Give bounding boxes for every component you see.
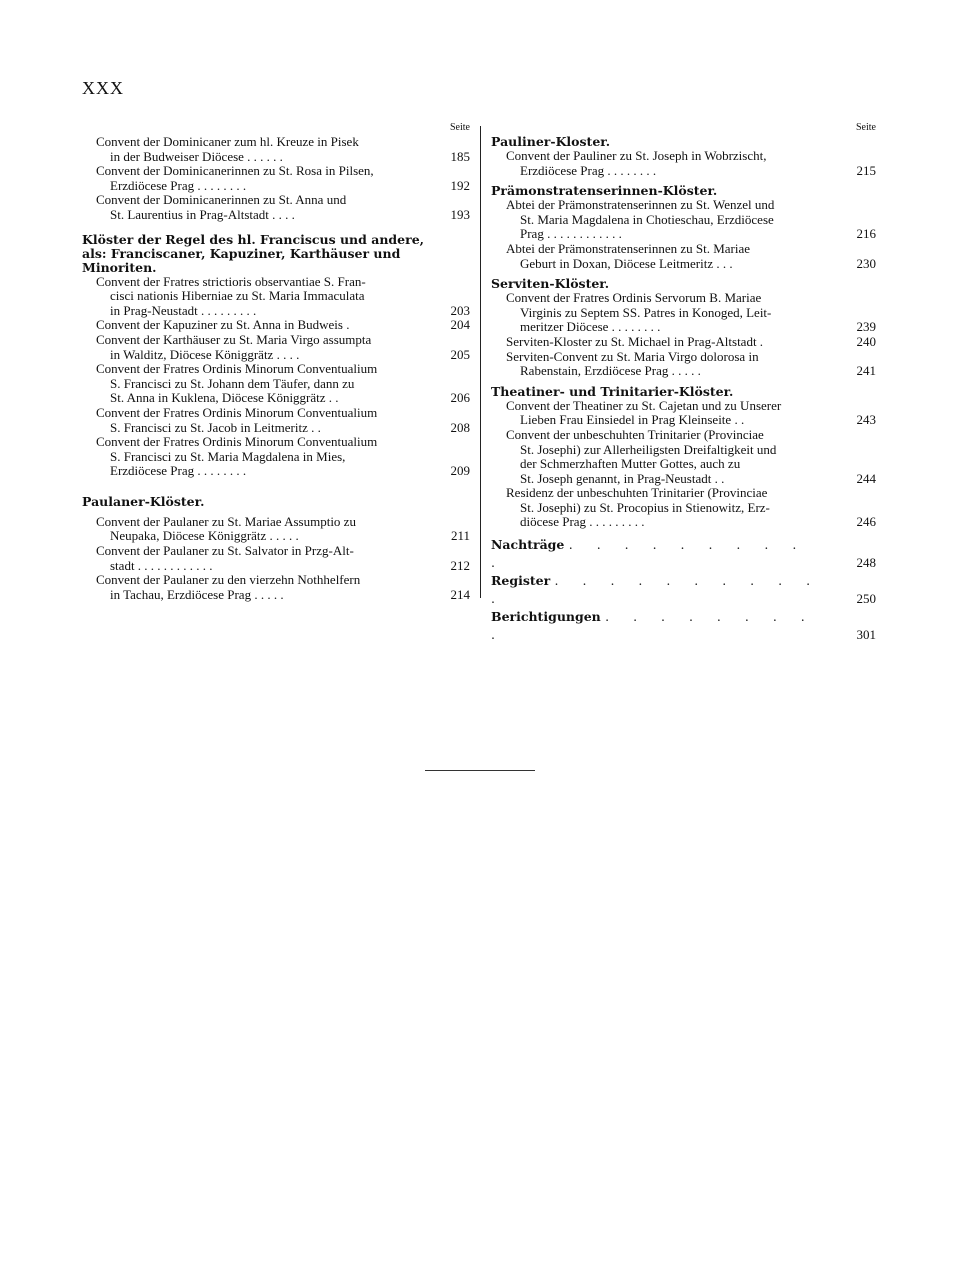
toc-entry-page: 241 bbox=[856, 363, 876, 379]
toc-entry-page: 250 bbox=[856, 591, 876, 607]
toc-entry-line: Convent der Dominicanerinnen zu St. Rosa in Pilsen, bbox=[96, 164, 374, 179]
toc-entry-page: 185 bbox=[450, 148, 470, 164]
toc-entry-line: Geburt in Doxan, Diöcese Leitmeritz . . . bbox=[520, 256, 733, 271]
toc-entry-page: 214 bbox=[450, 586, 470, 602]
toc-entry-line: Convent der Fratres Ordinis Servorum B. Mariae bbox=[506, 291, 762, 306]
toc-entry-line: Convent der Fratres Ordinis Minorum Conventualium bbox=[96, 435, 378, 450]
toc-entry bbox=[491, 242, 876, 271]
top-level-label: Register bbox=[491, 573, 551, 589]
toc-entry-page: 211 bbox=[450, 528, 470, 544]
toc-entry-line: Erzdiöcese Prag . . . . . . . . bbox=[520, 163, 657, 178]
toc-entry-line: meritzer Diöcese . . . . . . . . bbox=[520, 320, 661, 335]
toc-entry-page: 215 bbox=[856, 162, 876, 178]
section-title-line: Klöster der Regel des hl. Franciscus und andere, bbox=[82, 231, 424, 247]
toc-entry-line: Residenz der unbeschuhten Trinitarier (Provinciae bbox=[506, 486, 768, 501]
page-number: XXX bbox=[82, 78, 124, 98]
toc-entry bbox=[82, 164, 470, 193]
toc-entry-page: 212 bbox=[450, 557, 470, 573]
top-level-entry bbox=[491, 536, 876, 572]
toc-entry bbox=[82, 333, 470, 362]
toc-entry-line: Prag . . . . . . . . . . . . bbox=[520, 227, 622, 242]
toc-entry bbox=[491, 198, 876, 242]
toc-entry-line: in der Budweiser Diöcese . . . . . . bbox=[110, 149, 283, 164]
toc-entry-page: 203 bbox=[450, 302, 470, 318]
top-level-label: Nachträge bbox=[491, 537, 565, 553]
toc-entry-page: 204 bbox=[450, 317, 470, 333]
toc-entry-page: 208 bbox=[450, 419, 470, 435]
toc-entry bbox=[82, 275, 470, 319]
toc-entry bbox=[491, 335, 876, 350]
toc-entry-line: Serviten-Kloster zu St. Michael in Prag-Altstadt . bbox=[506, 334, 764, 349]
pauliner-entries bbox=[491, 149, 876, 178]
toc-entry bbox=[491, 428, 876, 486]
toc-entry bbox=[491, 399, 876, 428]
toc-entry bbox=[82, 435, 470, 479]
toc-entry-line: Convent der Fratres Ordinis Minorum Conventualium bbox=[96, 405, 378, 420]
toc-entry-line: St. Josephi) zur Allerheiligsten Dreifaltigkeit und bbox=[520, 442, 777, 457]
toc-entry-line: Convent der Dominicanerinnen zu St. Anna und bbox=[96, 193, 347, 208]
toc-entry-line: Erzdiöcese Prag . . . . . . . . bbox=[110, 178, 247, 193]
toc-entry-page: 246 bbox=[856, 514, 876, 530]
toc-entry-line: Convent der Pauliner zu St. Joseph in Wobrzischt, bbox=[506, 149, 767, 163]
toc-entry-line: St. Laurentius in Prag-Altstadt . . . . bbox=[110, 207, 295, 222]
toc-entry-page: 193 bbox=[450, 206, 470, 222]
toc-entry-page: 205 bbox=[450, 346, 470, 362]
toc-entry bbox=[82, 573, 470, 602]
section-title-franciscus bbox=[82, 233, 470, 275]
section-title-serviten: Serviten-Klöster. bbox=[491, 276, 610, 292]
toc-entry-page: 248 bbox=[856, 555, 876, 571]
section-title-paulaner: Paulaner-Klöster. bbox=[82, 493, 205, 509]
toc-entry-line: Convent der Fratres strictioris observantiae S. Fran- bbox=[96, 274, 366, 289]
toc-entry-line: Convent der Kapuziner zu St. Anna in Budweis . bbox=[96, 318, 350, 333]
section-title-theatiner: Theatiner- und Trinitarier-Klöster. bbox=[491, 383, 734, 399]
toc-entry-line: Convent der Dominicaner zum hl. Kreuze in Pisek bbox=[96, 135, 359, 149]
toc-entry-line: Convent der Fratres Ordinis Minorum Conventualium bbox=[96, 362, 378, 377]
toc-entry bbox=[491, 350, 876, 379]
toc-entry-line: St. Joseph genannt, in Prag-Neustadt . . bbox=[520, 471, 725, 486]
toc-entry-line: Rabenstain, Erzdiöcese Prag . . . . . bbox=[520, 364, 701, 379]
seite-header-right: Seite bbox=[856, 122, 876, 133]
top-level-label: Berichtigungen bbox=[491, 609, 601, 625]
seite-header-left: Seite bbox=[450, 122, 470, 133]
toc-entry-page: 243 bbox=[856, 412, 876, 428]
toc-entry-line: Convent der Paulaner zu den vierzehn Nothhelfern bbox=[96, 573, 361, 588]
toc-entry-line: St. Josephi) zu St. Procopius in Stienowitz, Erz- bbox=[520, 500, 770, 515]
toc-entry-line: Abtei der Prämonstratenserinnen zu St. Mariae bbox=[506, 241, 751, 256]
praemonstratenserinnen-entries bbox=[491, 198, 876, 271]
toc-entry-page: 244 bbox=[856, 470, 876, 486]
paulaner-entries bbox=[82, 515, 470, 603]
toc-entry bbox=[82, 193, 470, 222]
toc-entry-line: S. Francisci zu St. Johann dem Täufer, dann zu bbox=[110, 376, 355, 391]
toc-entry-line: Neupaka, Diöcese Königgrätz . . . . . bbox=[110, 529, 299, 544]
toc-entry-line: Erzdiöcese Prag . . . . . . . . bbox=[110, 464, 247, 479]
leader-dots: . . . . . . . . . . bbox=[491, 537, 807, 571]
toc-entry-page: 239 bbox=[856, 319, 876, 335]
toc-entry bbox=[491, 149, 876, 178]
leader-dots: . . . . . . . . . . . bbox=[491, 573, 821, 607]
toc-entry-line: in Walditz, Diöcese Königgrätz . . . . bbox=[110, 347, 300, 362]
toc-entry-page: 209 bbox=[450, 463, 470, 479]
toc-entry-line: Virginis zu Septem SS. Patres in Konoged, Leit- bbox=[520, 305, 772, 320]
toc-entry bbox=[82, 406, 470, 435]
toc-entry-line: Convent der Paulaner zu St. Salvator in Przg-Alt- bbox=[96, 544, 354, 559]
top-level-entry bbox=[491, 572, 876, 608]
toc-entry-line: cisci nationis Hiberniae zu St. Maria Immaculata bbox=[110, 289, 365, 304]
toc-entry-line: Lieben Frau Einsiedel in Prag Kleinseite . . bbox=[520, 413, 745, 428]
left-column bbox=[82, 121, 470, 602]
toc-entry-line: St. Maria Magdalena in Chotieschau, Erzdiöcese bbox=[520, 212, 774, 227]
right-column bbox=[491, 121, 876, 644]
toc-entry-line: Convent der Karthäuser zu St. Maria Virgo assumpta bbox=[96, 332, 372, 347]
section-title-line: als: Franciscaner, Kapuziner, Karthäuser und bbox=[82, 245, 401, 261]
toc-entry bbox=[82, 318, 470, 333]
section-title-praemonstratenserinnen: Prämonstratenserinnen-Klöster. bbox=[491, 183, 718, 199]
left-entries-group-a bbox=[82, 135, 470, 223]
toc-entry-line: Convent der Paulaner zu St. Mariae Assumptio zu bbox=[96, 514, 356, 529]
toc-entry-line: S. Francisci zu St. Jacob in Leitmeritz . . bbox=[110, 420, 321, 435]
toc-entry-line: in Prag-Neustadt . . . . . . . . . bbox=[110, 303, 257, 318]
toc-entry bbox=[82, 362, 470, 406]
toc-entry-line: stadt . . . . . . . . . . . . bbox=[110, 558, 213, 573]
section-title-pauliner: Pauliner-Kloster. bbox=[491, 134, 611, 149]
franciscus-entries bbox=[82, 275, 470, 479]
toc-entry-page: 216 bbox=[856, 226, 876, 242]
toc-entry-line: Abtei der Prämonstratenserinnen zu St. Wenzel und bbox=[506, 198, 775, 213]
theatiner-entries bbox=[491, 399, 876, 530]
toc-entry-line: in Tachau, Erzdiöcese Prag . . . . . bbox=[110, 587, 284, 602]
toc-entry-line: St. Anna in Kuklena, Diöcese Königgrätz . . bbox=[110, 391, 339, 406]
toc-entry-line: der Schmerzhaften Mutter Gottes, auch zu bbox=[520, 457, 741, 472]
toc-entry-page: 192 bbox=[450, 177, 470, 193]
toc-entry bbox=[82, 135, 470, 164]
toc-entry bbox=[82, 515, 470, 544]
section-title-line: Minoriten. bbox=[82, 259, 157, 275]
toc-entry bbox=[491, 486, 876, 530]
toc-entry-page: 301 bbox=[856, 627, 876, 643]
toc-entry-line: diöcese Prag . . . . . . . . . bbox=[520, 515, 645, 530]
toc-entry-line: Serviten-Convent zu St. Maria Virgo dolorosa in bbox=[506, 349, 759, 364]
bottom-rule bbox=[425, 770, 535, 771]
toc-entry-page: 206 bbox=[450, 390, 470, 406]
toc-entry-line: S. Francisci zu St. Maria Magdalena in Mies, bbox=[110, 449, 346, 464]
top-level-entries bbox=[491, 536, 876, 644]
toc-entry-line: Convent der Theatiner zu St. Cajetan und zu Unserer bbox=[506, 398, 782, 413]
toc-entry-page: 230 bbox=[856, 255, 876, 271]
toc-entry bbox=[491, 291, 876, 335]
toc-entry-page: 240 bbox=[856, 333, 876, 349]
leader-dots: . . . . . . . . . bbox=[491, 609, 815, 643]
toc-entry-line: Convent der unbeschuhten Trinitarier (Provinciae bbox=[506, 427, 764, 442]
top-level-entry bbox=[491, 608, 876, 644]
toc-entry bbox=[82, 544, 470, 573]
column-divider bbox=[480, 126, 481, 598]
serviten-entries bbox=[491, 291, 876, 379]
